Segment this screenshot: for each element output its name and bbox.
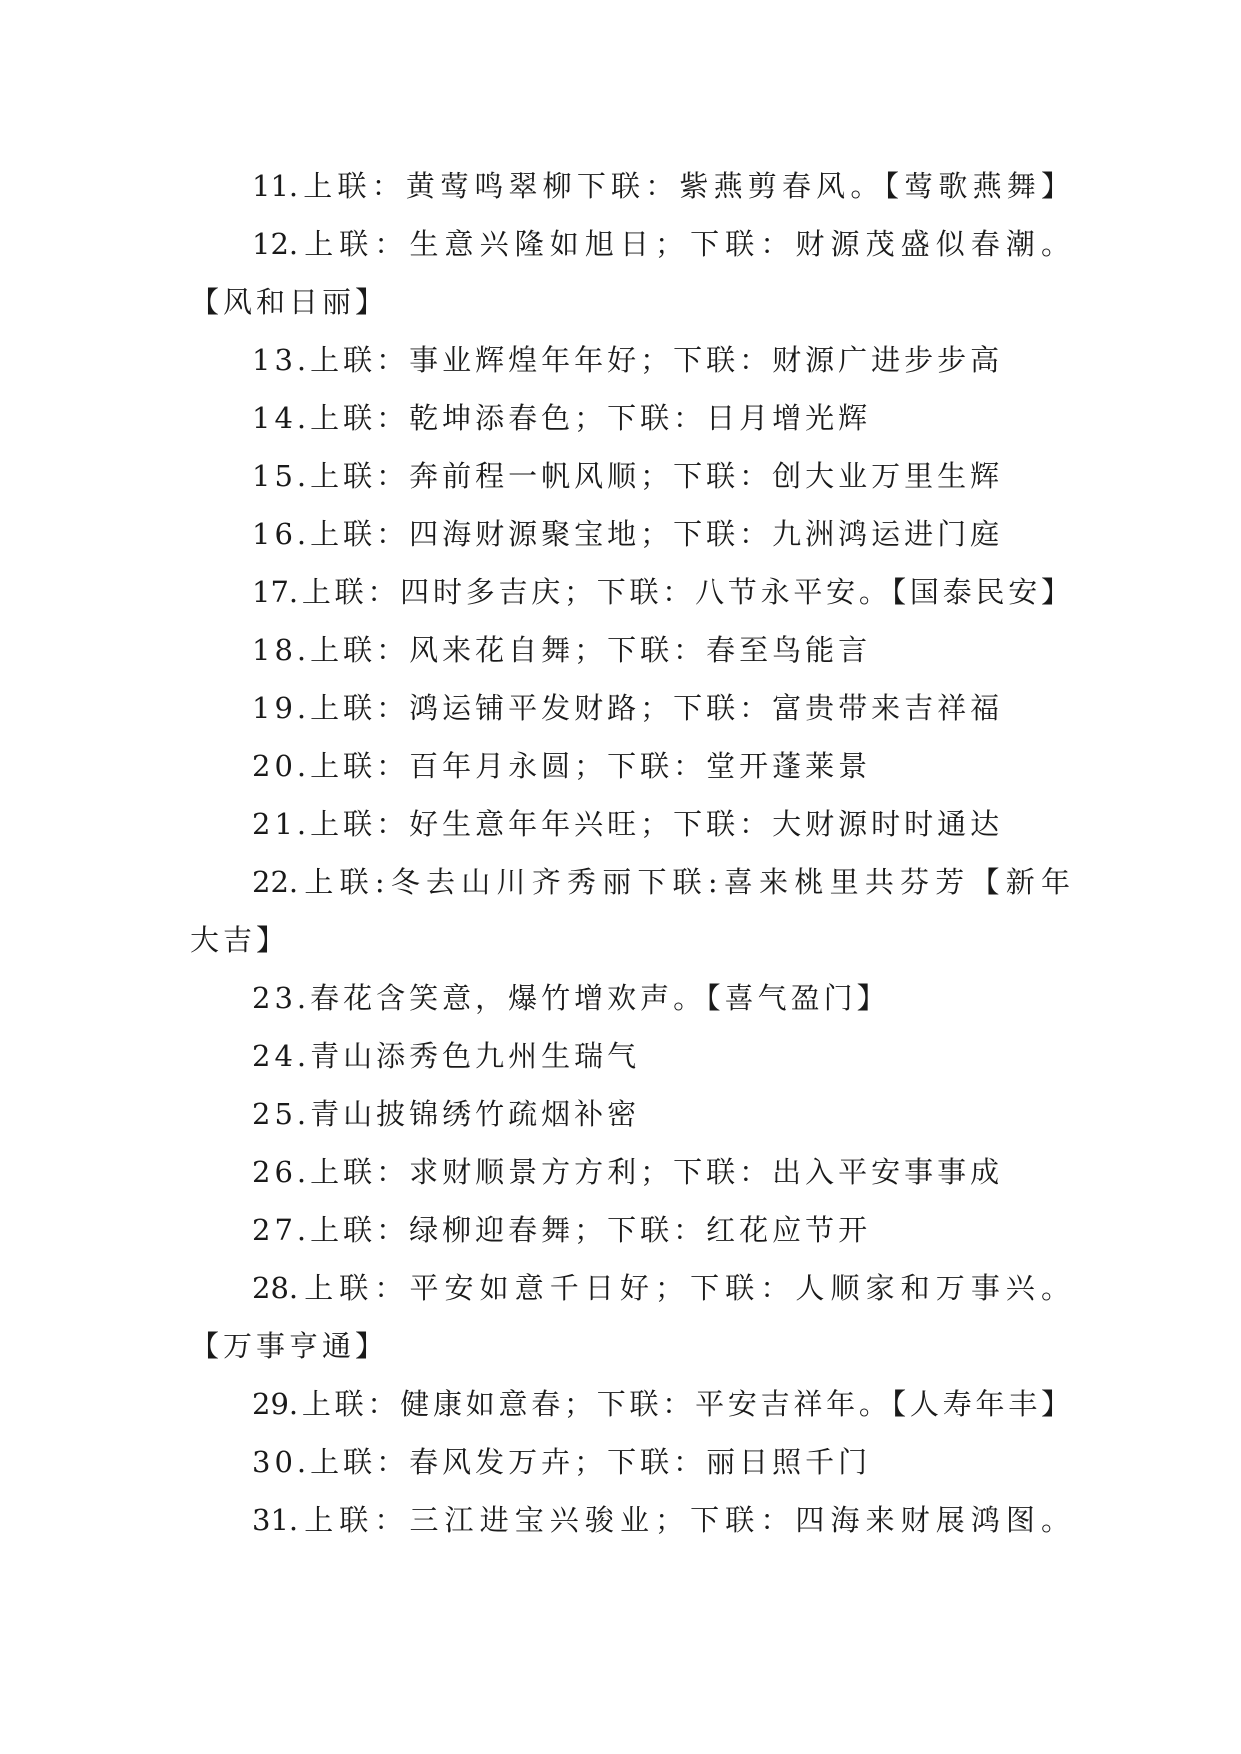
couplet-line-25: 25.青山披锦绣竹疏烟补密 xyxy=(252,1097,641,1131)
couplet-line-16: 16.上联：四海财源聚宝地；下联：九洲鸿运进门庭 xyxy=(252,517,1004,551)
couplet-line-26: 26.上联：求财顺景方方利；下联：出入平安事事成 xyxy=(252,1155,1004,1189)
couplet-line-27: 27.上联：绿柳迎春舞；下联：红花应节开 xyxy=(252,1213,872,1247)
couplet-line-14: 14.上联：乾坤添春色；下联：日月增光辉 xyxy=(252,401,872,435)
couplet-line-18: 18.上联：风来花自舞；下联：春至鸟能言 xyxy=(252,633,872,667)
couplet-line-15: 15.上联：奔前程一帆风顺；下联：创大业万里生辉 xyxy=(252,459,1004,493)
couplet-line-17: 17.上联：四时多吉庆；下联：八节永平安。【国泰民安】 xyxy=(252,575,1070,609)
couplet-line-12-cont: 【风和日丽】 xyxy=(190,285,389,319)
couplet-line-21: 21.上联：好生意年年兴旺；下联：大财源时时通达 xyxy=(252,807,1004,841)
couplet-line-12: 12.上联：生意兴隆如旭日；下联：财源茂盛似春潮。 xyxy=(252,227,1070,261)
couplet-line-28-cont: 【万事亨通】 xyxy=(190,1329,389,1363)
couplet-line-22-cont: 大吉】 xyxy=(190,923,290,957)
couplet-line-22: 22.上联:冬去山川齐秀丽下联:喜来桃里共芬芳【新年 xyxy=(252,865,1070,899)
couplet-line-19: 19.上联：鸿运铺平发财路；下联：富贵带来吉祥福 xyxy=(252,691,1004,725)
couplet-line-24: 24.青山添秀色九州生瑞气 xyxy=(252,1039,641,1073)
couplet-line-13: 13.上联：事业辉煌年年好；下联：财源广进步步高 xyxy=(252,343,1004,377)
couplet-line-23: 23.春花含笑意，爆竹增欢声。【喜气盈门】 xyxy=(252,981,890,1015)
couplet-line-30: 30.上联：春风发万卉；下联：丽日照千门 xyxy=(252,1445,872,1479)
document-body xyxy=(190,157,1070,1549)
couplet-line-11: 11.上联：黄莺鸣翠柳下联：紫燕剪春风。【莺歌燕舞】 xyxy=(252,169,1070,203)
couplet-line-31: 31.上联：三江进宝兴骏业；下联：四海来财展鸿图。 xyxy=(252,1503,1070,1537)
couplet-line-29: 29.上联：健康如意春；下联：平安吉祥年。【人寿年丰】 xyxy=(252,1387,1070,1421)
couplet-line-20: 20.上联：百年月永圆；下联：堂开蓬莱景 xyxy=(252,749,872,783)
couplet-line-28: 28.上联：平安如意千日好；下联：人顺家和万事兴。 xyxy=(252,1271,1070,1305)
